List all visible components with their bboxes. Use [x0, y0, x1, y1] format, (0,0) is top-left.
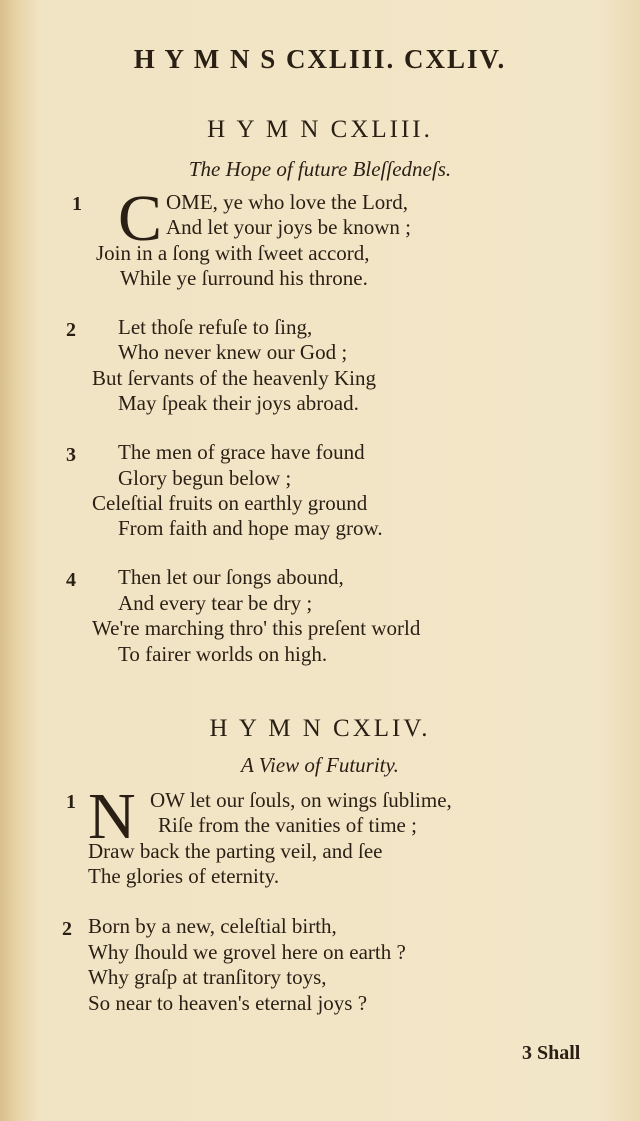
- verse-line: And every tear be dry ;: [118, 591, 313, 615]
- catchword: 3 Shall: [522, 1042, 581, 1064]
- stanza-number: 2: [62, 918, 72, 940]
- verse-line: Who never knew our God ;: [118, 340, 348, 364]
- verse-line: OME, ye who love the Lord,: [166, 190, 409, 214]
- verse-line: Then let our ſongs abound,: [118, 565, 344, 589]
- drop-cap: N: [88, 780, 136, 853]
- verse-line: Riſe from the vanities of time ;: [158, 813, 417, 837]
- verse-line: Glory begun below ;: [118, 466, 292, 490]
- stanza-number: 1: [72, 193, 82, 215]
- verse-line: From faith and hope may grow.: [118, 516, 383, 540]
- drop-cap: C: [118, 182, 163, 255]
- running-head: H Y M N S CXLIII. CXLIV.: [133, 44, 507, 74]
- verse-line: While ye ſurround his throne.: [120, 266, 368, 290]
- verse-line: Celeſtial fruits on earthly ground: [92, 491, 368, 515]
- verse-line: OW let our ſouls, on wings ſublime,: [150, 788, 452, 812]
- hymn-subtitle: The Hope of future Bleſſedneſs.: [188, 157, 452, 181]
- verse-line: Draw back the parting veil, and ſee: [88, 839, 383, 863]
- hymn-subtitle: A View of Futurity.: [241, 753, 399, 777]
- verse-line: Let thoſe refuſe to ſing,: [118, 315, 313, 339]
- verse-line: The men of grace have found: [118, 440, 365, 464]
- verse-line: To fairer worlds on high.: [118, 642, 328, 666]
- verse-line: We're marching thro' this preſent world: [92, 616, 421, 640]
- hymn-title: H Y M N CXLIV.: [209, 715, 431, 742]
- stanza-number: 3: [66, 444, 76, 466]
- verse-line: May ſpeak their joys abroad.: [118, 391, 359, 415]
- verse-line: Why ſhould we grovel here on earth ?: [88, 940, 406, 964]
- stanza-number: 1: [66, 791, 76, 813]
- stanza-number: 4: [66, 569, 76, 591]
- verse-line: So near to heaven's eternal joys ?: [88, 991, 368, 1015]
- verse-line: The glories of eternity.: [88, 864, 280, 888]
- verse-line: Join in a ſong with ſweet accord,: [96, 241, 370, 265]
- verse-line: Why graſp at tranſitory toys,: [88, 965, 327, 989]
- hymn-title: H Y M N CXLIII.: [207, 116, 433, 143]
- verse-line: Born by a new, celeſtial birth,: [88, 914, 337, 938]
- stanza-number: 2: [66, 319, 76, 341]
- verse-line: But ſervants of the heavenly King: [92, 366, 377, 390]
- verse-line: And let your joys be known ;: [166, 215, 411, 239]
